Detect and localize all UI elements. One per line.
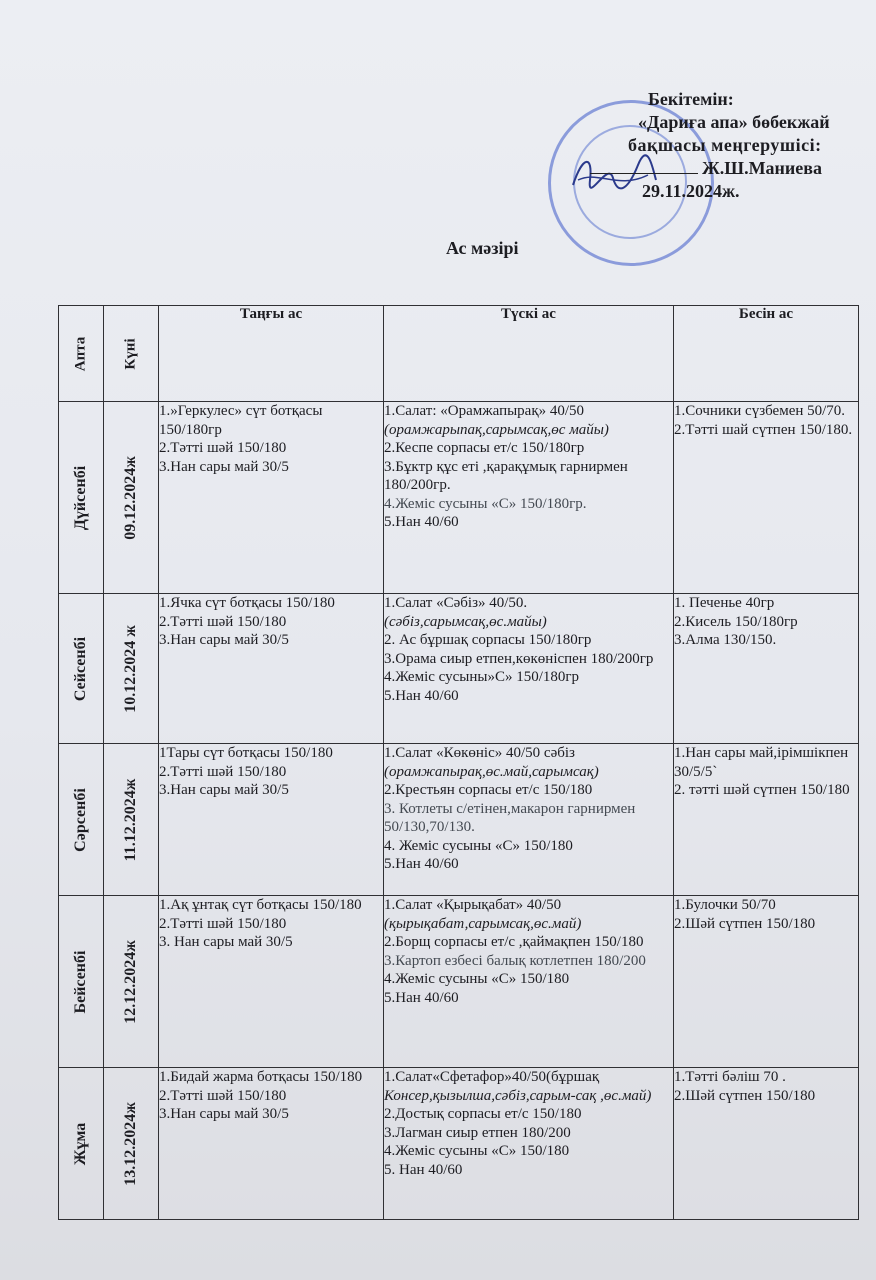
table-row: [59, 896, 859, 1068]
table-row: [59, 1068, 859, 1220]
day-cell: Бейсенбі: [59, 896, 104, 1068]
snack-cell: 1.Нан сары май,ірімшікпен 30/5/5` 2. тәтті шәй сүтпен 150/180: [674, 744, 859, 896]
lunch-cell: 1.Салат«Сфетафор»40/50(бұршақ Консер,қызылша,сәбіз,сарым-сақ ,өс.май) 2.Достық сорпасы ет/с 150/180 3.Лагман сиыр етпен 180/200 4.Жеміс сусыны «С» 150/180 5. Нан 40/60: [384, 1068, 674, 1220]
approval-block: [590, 88, 870, 203]
page-title: Ас мәзірі: [446, 238, 519, 258]
breakfast-cell: 1.Ячка сүт ботқасы 150/180 2.Тәтті шәй 150/180 3.Нан сары май 30/5: [159, 594, 384, 744]
day-cell: Сейсенбі: [59, 594, 104, 744]
signature-line: [590, 173, 698, 174]
table-row: [59, 594, 859, 744]
lunch-cell: 1.Салат: «Орамжапырақ» 40/50 (орамжарыпақ,сарымсақ,өс майы) 2.Кеспе сорпасы ет/с 150/180гр 3.Бұктр құс еті ,қарақұмық гарнирмен 180/200гр. 4.Жеміс сусыны «С» 150/180гр. 5.Нан 40/60: [384, 402, 674, 594]
lunch-cell: 1.Салат «Көкөніс» 40/50 сәбіз (орамжапырақ,өс.май,сарымсақ) 2.Крестьян сорпасы ет/с 150/180 3. Котлеты с/етінен,макарон гарнирмен 50/130,70/130. 4. Жеміс сусыны «С» 150/180 5.Нан 40/60: [384, 744, 674, 896]
breakfast-cell: 1.Ақ ұнтақ сүт ботқасы 150/180 2.Тәтті шәй 150/180 3. Нан сары май 30/5: [159, 896, 384, 1068]
snack-cell: 1.Сочники сүзбемен 50/70. 2.Тәтті шай сүтпен 150/180.: [674, 402, 859, 594]
table-row: [59, 744, 859, 896]
date-cell: 12.12.2024ж: [104, 896, 159, 1068]
date-cell: 11.12.2024ж: [104, 744, 159, 896]
day-cell: Сәрсенбі: [59, 744, 104, 896]
header-week: Апта: [59, 306, 104, 402]
date-cell: 09.12.2024ж: [104, 402, 159, 594]
lunch-cell: 1.Салат «Сәбіз» 40/50. (сәбіз,сарымсақ,өс.майы) 2. Ас бұршақ сорпасы 150/180гр 3.Орама сиыр етпен,көкөніспен 180/200гр 4.Жеміс сусыны»С» 150/180гр 5.Нан 40/60: [384, 594, 674, 744]
header-date: Күні: [104, 306, 159, 402]
breakfast-cell: 1.Бидай жарма ботқасы 150/180 2.Тәтті шәй 150/180 3.Нан сары май 30/5: [159, 1068, 384, 1220]
table-header-row: [59, 306, 859, 402]
breakfast-cell: 1.»Геркулес» сүт ботқасы 150/180гр 2.Тәтті шәй 150/180 3.Нан сары май 30/5: [159, 402, 384, 594]
snack-cell: 1.Булочки 50/70 2.Шәй сүтпен 150/180: [674, 896, 859, 1068]
date-cell: 13.12.2024ж: [104, 1068, 159, 1220]
menu-table: [58, 305, 859, 1220]
snack-cell: 1. Печенье 40гр 2.Кисель 150/180гр 3.Алма 130/150.: [674, 594, 859, 744]
date-cell: 10.12.2024 ж: [104, 594, 159, 744]
approval-name: Ж.Ш.Маниева: [702, 158, 823, 178]
table-row: [59, 402, 859, 594]
header-breakfast: Таңғы ас: [159, 306, 384, 402]
header-snack: Бесін ас: [674, 306, 859, 402]
approval-date: 29.11.2024ж.: [642, 181, 740, 201]
breakfast-cell: 1Тары сүт ботқасы 150/180 2.Тәтті шәй 150/180 3.Нан сары май 30/5: [159, 744, 384, 896]
header-lunch: Түскі ас: [384, 306, 674, 402]
approval-line-3: бақшасы меңгерушісі:: [628, 135, 822, 155]
lunch-cell: 1.Салат «Қырықабат» 40/50 (қырықабат,сарымсақ,өс.май) 2.Борщ сорпасы ет/с ,қаймақпен 150/180 3.Картоп езбесі балық котлетпен 180/200 4.Жеміс сусыны «С» 150/180 5.Нан 40/60: [384, 896, 674, 1068]
day-cell: Жұма: [59, 1068, 104, 1220]
approval-line-2: «Дариға апа» бөбекжай: [638, 112, 830, 132]
day-cell: Дүйсенбі: [59, 402, 104, 594]
snack-cell: 1.Тәтті бәліш 70 . 2.Шәй сүтпен 150/180: [674, 1068, 859, 1220]
approval-line-1: Бекітемін:: [648, 89, 734, 109]
